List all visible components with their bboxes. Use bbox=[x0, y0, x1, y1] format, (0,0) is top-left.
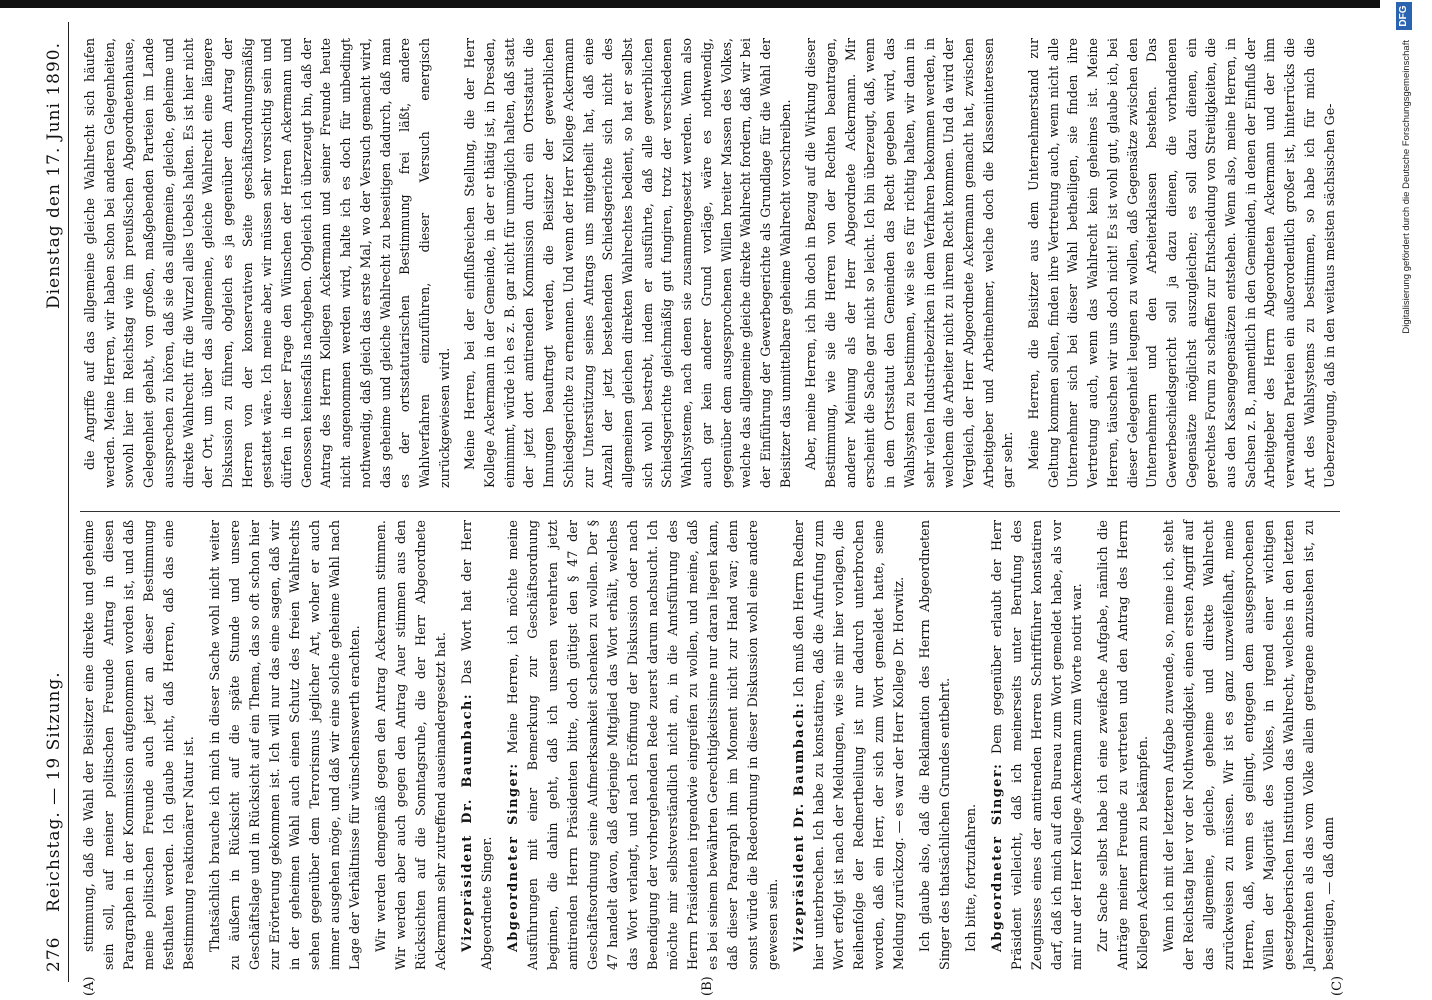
speaker-name: Vizepräsident Dr. Baumbach: bbox=[460, 692, 475, 952]
speaker-name: Abgeordneter Singer: bbox=[506, 762, 521, 952]
paragraph-text: Wir werden demgemäß gegen den Antrag Ackermann stimmen. Wir werden aber auch gegen den Antrag Auer stimmen aus den Rücksichten auf die Sonntagsruhe, die der Herr Abgeordnete Ackermann sehr zutreffend auseinandergesetzt hat. bbox=[374, 520, 449, 970]
column-divider bbox=[80, 511, 1340, 512]
speaker-name: Vizepräsident Dr. Baumbach: bbox=[792, 701, 807, 952]
paragraph-text: Meine Herren, die Beisitzer aus dem Unternehmerstand zur Geltung kommen sollen, finden ihre Vertretung auch, wenn nicht alle Unternehmer sich bei dieser Wahl betheiligen, sie finden ihre Vertretung auch, wenn das Wahlrecht kein geheimes ist. Meine Herren, täuschen wir uns doch nicht! Es ist wohl gut, glaube ich, bei dieser Gelegenheit leugnen zu wollen, daß Gegensätze zwischen den Unternehmern und den Arbeiterklassen bestehen. Das Gewerbeschiedsgericht soll ja dazu dienen, die vorhandenen Gegensätze möglichst auszugleichen; es soll dazu dienen, ein gerechtes Forum zu schaffen zur Entscheidung von Streitigkeiten, die aus den Kassengegensätzen entstehen. Wenn also, meine Herren, in Sachsen z. B., namentlich in den Gemeinden, in denen der Einfluß der Arbeitgeber des Herrn Abgeordneten Ackermann und der ihm verwandten Parteien ein außerordentlich großer ist, hinterrücks die Art des Wahlsystems zu bestimmen, so habe ich für mich die Ueberzeugung, daß in den weitaus meisten sächsischen Ge- bbox=[1026, 38, 1337, 488]
paragraph-text: stimmung, daß die Wahl der Beisitzer eine direkte und geheime sein soll, auf meiner politischen Freunde Antrag in diesen Paragraphen in der Kommission aufgenommen worden ist, und daß meine politischen Freunde auch jetzt an dieser Bestimmung festhalten werden. Ich glaube nicht, daß Herren, daß das eine Bestimmung reaktionärer Natur ist. bbox=[82, 520, 197, 970]
paragraph bbox=[1024, 38, 1339, 488]
paragraph bbox=[206, 520, 366, 970]
paragraph-text: Zur Sache selbst habe ich eine zweifache Aufgabe, nämlich die Anträge meiner Freunde zu vertreten und den Antrag des Herrn Kollegen Ackermann zu bekämpfen. bbox=[1096, 520, 1151, 970]
margin-marker-b: (B) bbox=[700, 976, 715, 996]
paragraph bbox=[80, 520, 200, 970]
paragraph-text: Meine Herren, bei der einflußreichen Stellung, die der Herr Kollege Ackermann in der Gemeinde, in der er thätig ist, in Dresden, einnimmt, würde ich es z. B. gar nicht für unmöglich halten, daß statt der jetzt dort amtirenden Kommission durch ein Ortsstatut die Innungen beauftragt werden, die Beisitzer der gewerblichen Schiedsgerichte zu ernennen. Und wenn der Herr Kollege Ackermann zur Unterstützung seines Antrags uns mitgetheilt hat, daß eine Anzahl der jetzt bestehenden Schiedsgerichte sich nicht des allgemeinen gleichen direkten Wahlrechtes bedient, so hat er selbst sich wohl bestrebt, indem er ausführte, daß alle gewerblichen Schiedsgerichte gleichmäßig gut fungiren, trotz der verschiedenen Wahlsysteme, nach denen sie zusammengesetzt werden. Wenn also auch gar kein anderer Grund vorläge, wäre es nothwendig, gegenüber dem ausgesprochenen Willen breiter Massen des Volkes, welche das allgemeine gleiche direkte Wahlrecht fordern, daß wir bei der Einführung der Gewerbegerichte als Grundlage für die Wahl der Beisitzer das unmittelbare geheime Wahlrecht vorschreiben. bbox=[462, 38, 793, 488]
paragraph-text: die Angriffe auf das allgemeine gleiche Wahlrecht sich häufen werden. Meine Herren, wir haben schon bei anderen Gelegenheiten, sowohl hier im Reichstag wie im preußischen Abgeordnetenhause, Gelegenheit gehabt, von großen, maßgebenden Parteien im Lande aussprechen zu hören, daß sie das allgemeine, gleiche, geheime und direkte Wahlrecht für die Wurzel alles Uebels halten. Es ist hier nicht der Ort, um über das allgemeine, gleiche Wahlrecht eine längere Diskussion zu führen, obgleich es ja gegenüber dem Antrag der Herren von der konservativen Seite geschäftsordnungsmäßig gestattet wäre. Ich meine aber, wir müssen sehr vorsichtig sein und dürfen in dieser Frage den Wünschen der Herren Ackermann und Genossen keinesfalls nachgeben. Obgleich ich überzeugt bin, daß der Antrag des Herrn Kollegen Ackermann und seiner Freunde heute nicht angenommen werden wird, halte ich es doch für unbedingt nothwendig, daß gleich das erste Mal, wo der Versuch gemacht wird, das geheime und gleiche Wahlrecht zu beseitigen dadurch, daß man es der ortsstatutarischen Bestimmung frei läßt, andere Wahlverfahren einzuführen, dieser Versuch energisch zurückgewiesen wird. bbox=[82, 38, 452, 488]
paragraph-text: Ich muß den Herrn Redner hier unterbrechen. Ich habe zu konstatiren, daß die Aufrufung zum Wort erfolgt ist nach der Meldungen, wie sie mir hier vorlagen, die Reihenfolge der Rednertheilung ist nur dadurch unterbrochen worden, daß ein Herr, der sich zum Wort gemeldet hatte, seine Meldung zurückzog. — es war der Herr Kollege Dr. Horwitz. bbox=[792, 520, 907, 970]
paragraph bbox=[80, 38, 454, 488]
paragraph-text: Aber, meine Herren, ich bin doch in Bezug auf die Wirkung dieser Bestimmung, wie sie die Herren von der Rechten beantragen, anderer Meinung als der Herr Abgeordnete Ackermann. Mir erscheint die Sache gar nicht so leicht. Ich bin überzeugt, daß, wenn in dem Ortsstatut den Gemeinden das Recht gegeben wird, das Wahlsystem zu bestimmen, wie sie es für richtig halten, wir dann in sehr vielen Industriebezirken in dem Verfahren bekommen werden, in welchem die Arbeiter nicht zu ihrem Recht kommen. Und da wird der Vergleich, der Herr Abgeordnete Ackermann gemacht hat, zwischen Arbeitgeber und Arbeitnehmer, welche doch die Klasseninteressen gar sehr. bbox=[803, 38, 1016, 488]
digitization-footer bbox=[1392, 0, 1422, 1000]
paragraph bbox=[916, 520, 956, 970]
paragraph bbox=[504, 520, 784, 970]
header-left-title: Reichstag. — 19 Sitzung. bbox=[44, 671, 64, 912]
paragraph bbox=[460, 38, 795, 488]
paragraph bbox=[1094, 520, 1154, 970]
paragraph bbox=[1160, 520, 1340, 970]
header-right-title: Dienstag den 17. Juni 1890. bbox=[44, 42, 64, 310]
paragraph bbox=[801, 38, 1018, 488]
paragraph-text: Das Wort hat der Herr Abgeordnete Singer. bbox=[460, 520, 495, 970]
paragraph bbox=[372, 520, 452, 970]
margin-marker-c: (C) bbox=[1330, 975, 1345, 996]
digitization-credit: Digitalisierung gefördert durch die Deutsche Forschungsgemeinschaft bbox=[1401, 40, 1412, 334]
paragraph bbox=[962, 520, 982, 970]
paragraph-text: Ich glaube also, daß die Reklamation des Herrn Abgeordneten Singer des thatsächlichen Grundes entbehrt. bbox=[918, 520, 953, 970]
page-header bbox=[40, 22, 69, 982]
right-text-column bbox=[80, 38, 1345, 488]
paragraph-text: Meine Herren, ich möchte meine Ausführungen mit einer Bemerkung zur Geschäftsordnung beginnen, die dahin geht, daß ich unseren verehrten jetzt amtirenden Herrn Präsidenten bitte, doch gütigst den § 47 der Geschäftsordnung seine Aufmerksamkeit schenken zu wollen. Der § 47 handelt davon, daß derjenige Mitglied das Wort erhält, welches das Wort verlangt, und nach Eröffnung der Diskussion oder nach Beendigung der vorhergehenden Rede zuerst darum nachsucht. Ich möchte mir selbstverständlich nicht an, in die Amtsführung des Herrn Präsidenten irgendwie eingreifen zu wollen, und meine, daß es bei seinem bewährten Gerechtigkeitssinne nur daran liegen kann, daß dieser Paragraph ihm im Moment nicht zur Hand war; denn sonst würde die Redeordnung in dieser Diskussion wohl eine andere gewesen sein. bbox=[506, 520, 781, 970]
speaker-name: Abgeordneter Singer: bbox=[990, 762, 1005, 952]
paragraph bbox=[458, 520, 498, 970]
scan-dark-edge bbox=[0, 0, 1380, 8]
paragraph-text: Thatsächlich brauche ich mich in dieser Sache wohl nicht weiter zu äußern in Rücksicht auf die späte Stunde und unsere Geschäftslage und in Rücksicht auf ein Thema, das so oft schon hier zur Erörterung gekommen ist. Ich will nur das eine sagen, daß wir in der geheimen Wahl auch einen Schutz des freien Wahlrechts sehen gegenüber dem Terrorismus jeglicher Art, woher er auch immer ausgehen möge, und daß wir eine solche geheime Wahl nach Lage der Verhältnisse für wünschenswerth erachten. bbox=[208, 520, 363, 970]
paragraph-text: Dem gegenüber erlaubt der Herr Präsident vielleicht, daß ich meinerseits unter Berufung des Zeugnisses eines der amtirenden Herren Schriftführer konstatiren darf, daß ich mich auf den Bureau zum Wort gemeldet habe, als vor mir nur der Herr Kollege Ackermann zum Worte notirt war. bbox=[990, 520, 1085, 970]
paragraph-text: Ich bitte, fortzufahren. bbox=[964, 803, 979, 952]
left-text-column bbox=[80, 520, 1346, 970]
page-number: 276 bbox=[44, 936, 64, 972]
paragraph bbox=[790, 520, 910, 970]
paragraph-text: Wenn ich mit der letzteren Aufgabe zuwende, so, meine ich, steht der Reichstag hier vor der Nothwendigkeit, einen ersten Angriff auf das allgemeine, gleiche, geheime und direkte Wahlrecht zurückweisen zu müssen. Wir ist es ganz unzweifelhaft, meine Herren, daß, wenn es gelingt, entgegen dem ausgesprochenen Willen der Majorität des Volkes, in irgend einer wichtigen gesetzgeberischen Institution das Wahlrecht, welches in den letzten Jahrzehnten als das vom Volke allein getragene anzusehen ist, zu beseitigen, — daß dann bbox=[1162, 520, 1337, 970]
paragraph bbox=[988, 520, 1088, 970]
dfg-logo: DFG bbox=[1396, 2, 1412, 30]
margin-marker-a: (A) bbox=[82, 976, 97, 996]
